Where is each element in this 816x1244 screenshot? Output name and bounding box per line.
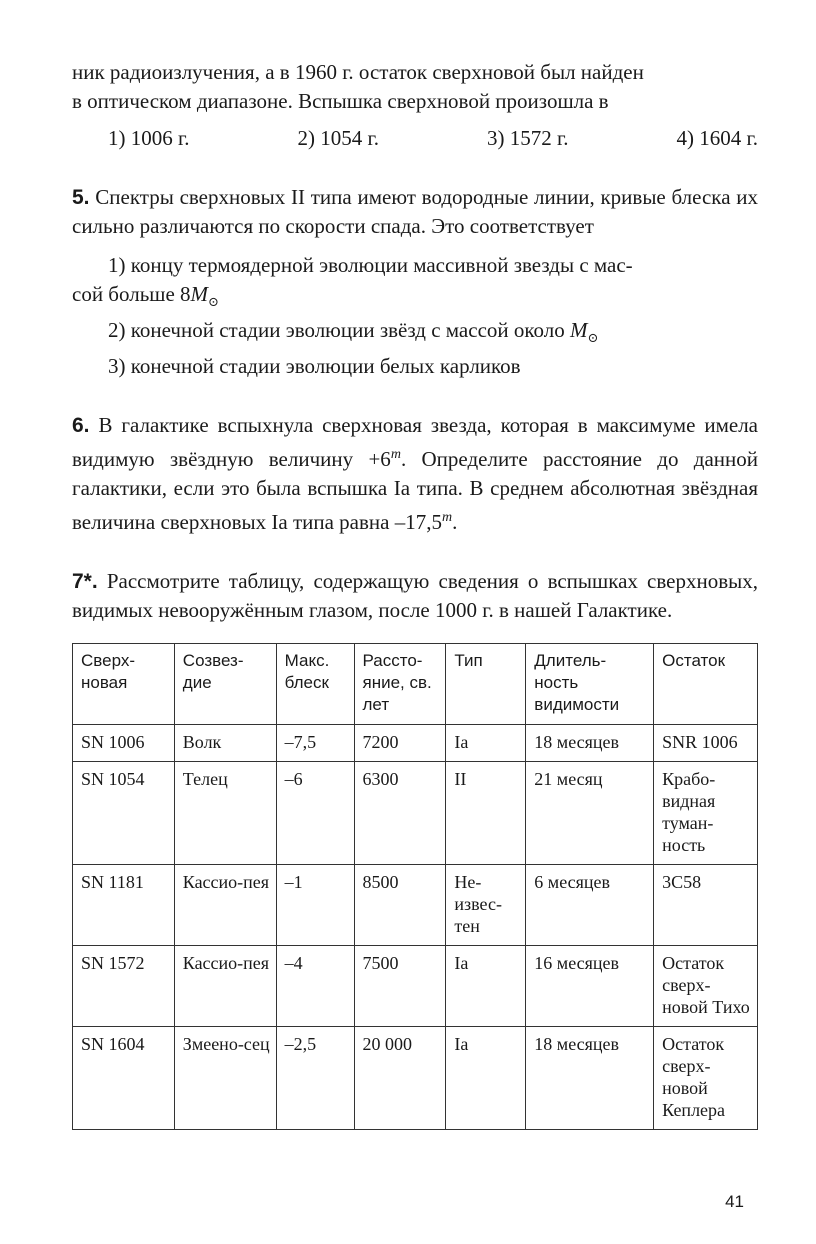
intro-line-1: ник радиоизлучения, а в 1960 г. остаток сверхновой был найден	[72, 60, 644, 84]
table-cell: 20 000	[354, 1027, 446, 1130]
question-5-text: Спектры сверхновых II типа имеют водородные линии, кривые блеска их сильно различаются по скорости спада. Это соответствует	[72, 185, 759, 238]
table-cell: SN 1054	[73, 762, 175, 865]
table-cell: SN 1604	[73, 1027, 175, 1130]
question-6-number: 6.	[72, 414, 90, 438]
q5-option-1-cont: сой больше $8M_⊙$	[72, 282, 219, 310]
table-row	[73, 946, 758, 1027]
table-row	[73, 865, 758, 946]
table-cell: Телец	[174, 762, 276, 865]
table-cell: 18 месяцев	[526, 1027, 654, 1130]
table-cell: SNR 1006	[654, 725, 758, 762]
table-cell: SN 1006	[73, 725, 175, 762]
table-cell: Крабо-видная туман-ность	[654, 762, 758, 865]
table-cell: 6300	[354, 762, 446, 865]
header-supernova: Сверх-новая	[73, 644, 175, 725]
header-max-brightness: Макс. блеск	[276, 644, 354, 725]
question-7-number: 7*.	[72, 570, 98, 594]
header-remnant: Остаток	[654, 644, 758, 725]
intro-line-2: в оптическом диапазоне. Вспышка сверхновой произошла в	[72, 89, 609, 113]
table-cell: –6	[276, 762, 354, 865]
header-type: Тип	[446, 644, 526, 725]
table-cell: –7,5	[276, 725, 354, 762]
q5-option-3: 3) конечной стадии эволюции белых карликов	[108, 354, 521, 379]
sun-symbol: ⊙	[587, 330, 599, 346]
table-cell: Кассио-пея	[174, 946, 276, 1027]
table-cell: –1	[276, 865, 354, 946]
q5-option-2: 2) конечной стадии эволюции звёзд с массой около $M_⊙$	[108, 318, 599, 346]
table-header-row	[73, 644, 758, 725]
table-cell: Остаток сверх-новой Кеплера	[654, 1027, 758, 1130]
q4-answer-4: 4) 1604 г.	[676, 126, 758, 150]
question-5-number: 5.	[72, 186, 90, 209]
table-cell: Ia	[446, 725, 526, 762]
table-row	[73, 762, 758, 865]
table-cell: 18 месяцев	[526, 725, 654, 762]
table-cell: 21 месяц	[526, 762, 654, 865]
q4-answers	[72, 124, 758, 153]
sun-symbol: ⊙	[208, 294, 219, 310]
table-cell: Остаток сверх-новой Тихо	[654, 946, 758, 1027]
table-cell: 7200	[354, 725, 446, 762]
table-cell: Не-извес-тен	[446, 865, 526, 946]
q4-answer-2: 2) 1054 г.	[297, 126, 379, 150]
question-6: 6. В галактике вспыхнула сверхновая звезда, которая в максимуме имела видимую звёздную величину $+6^m$. Определите расстояние до данной галактики, если это была вспышка Ia типа. В среднем абсолютная звёздная величина сверхновых Ia типа равна –17,5$^m$.	[72, 413, 759, 535]
question-7-text: Рассмотрите таблицу, содержащую сведения о вспышках сверхновых, видимых невооружённым глазом, после 1000 г. в нашей Галактике.	[72, 569, 758, 623]
table-cell: –2,5	[276, 1027, 354, 1130]
header-duration: Длитель-ность видимости	[526, 644, 654, 725]
table-cell: Кассио-пея	[174, 865, 276, 946]
supernova-table	[72, 643, 758, 1130]
page-number: 41	[725, 1192, 744, 1211]
table-cell: SN 1572	[73, 946, 175, 1027]
q4-answer-1: 1) 1006 г.	[108, 126, 190, 150]
table-cell: II	[446, 762, 526, 865]
header-distance: Рассто-яние, св. лет	[354, 644, 446, 725]
page-content	[72, 58, 758, 1130]
table-cell: 7500	[354, 946, 446, 1027]
table-cell: Змеено-сец	[174, 1027, 276, 1130]
q5-option-1: 1) концу термоядерной эволюции массивной звезды с мас-	[108, 253, 633, 277]
table-cell: 16 месяцев	[526, 946, 654, 1027]
table-cell: Волк	[174, 725, 276, 762]
table-cell: –4	[276, 946, 354, 1027]
q4-answer-3: 3) 1572 г.	[487, 126, 569, 150]
table-row	[73, 1027, 758, 1130]
question-7	[72, 567, 758, 625]
header-constellation: Созвез-дие	[174, 644, 276, 725]
table-cell: Ia	[446, 1027, 526, 1130]
table-row	[73, 725, 758, 762]
table-cell: 8500	[354, 865, 446, 946]
table-cell: SN 1181	[73, 865, 175, 946]
table-cell: 6 месяцев	[526, 865, 654, 946]
question-5	[72, 183, 758, 381]
table-cell: 3C58	[654, 865, 758, 946]
table-cell: Ia	[446, 946, 526, 1027]
